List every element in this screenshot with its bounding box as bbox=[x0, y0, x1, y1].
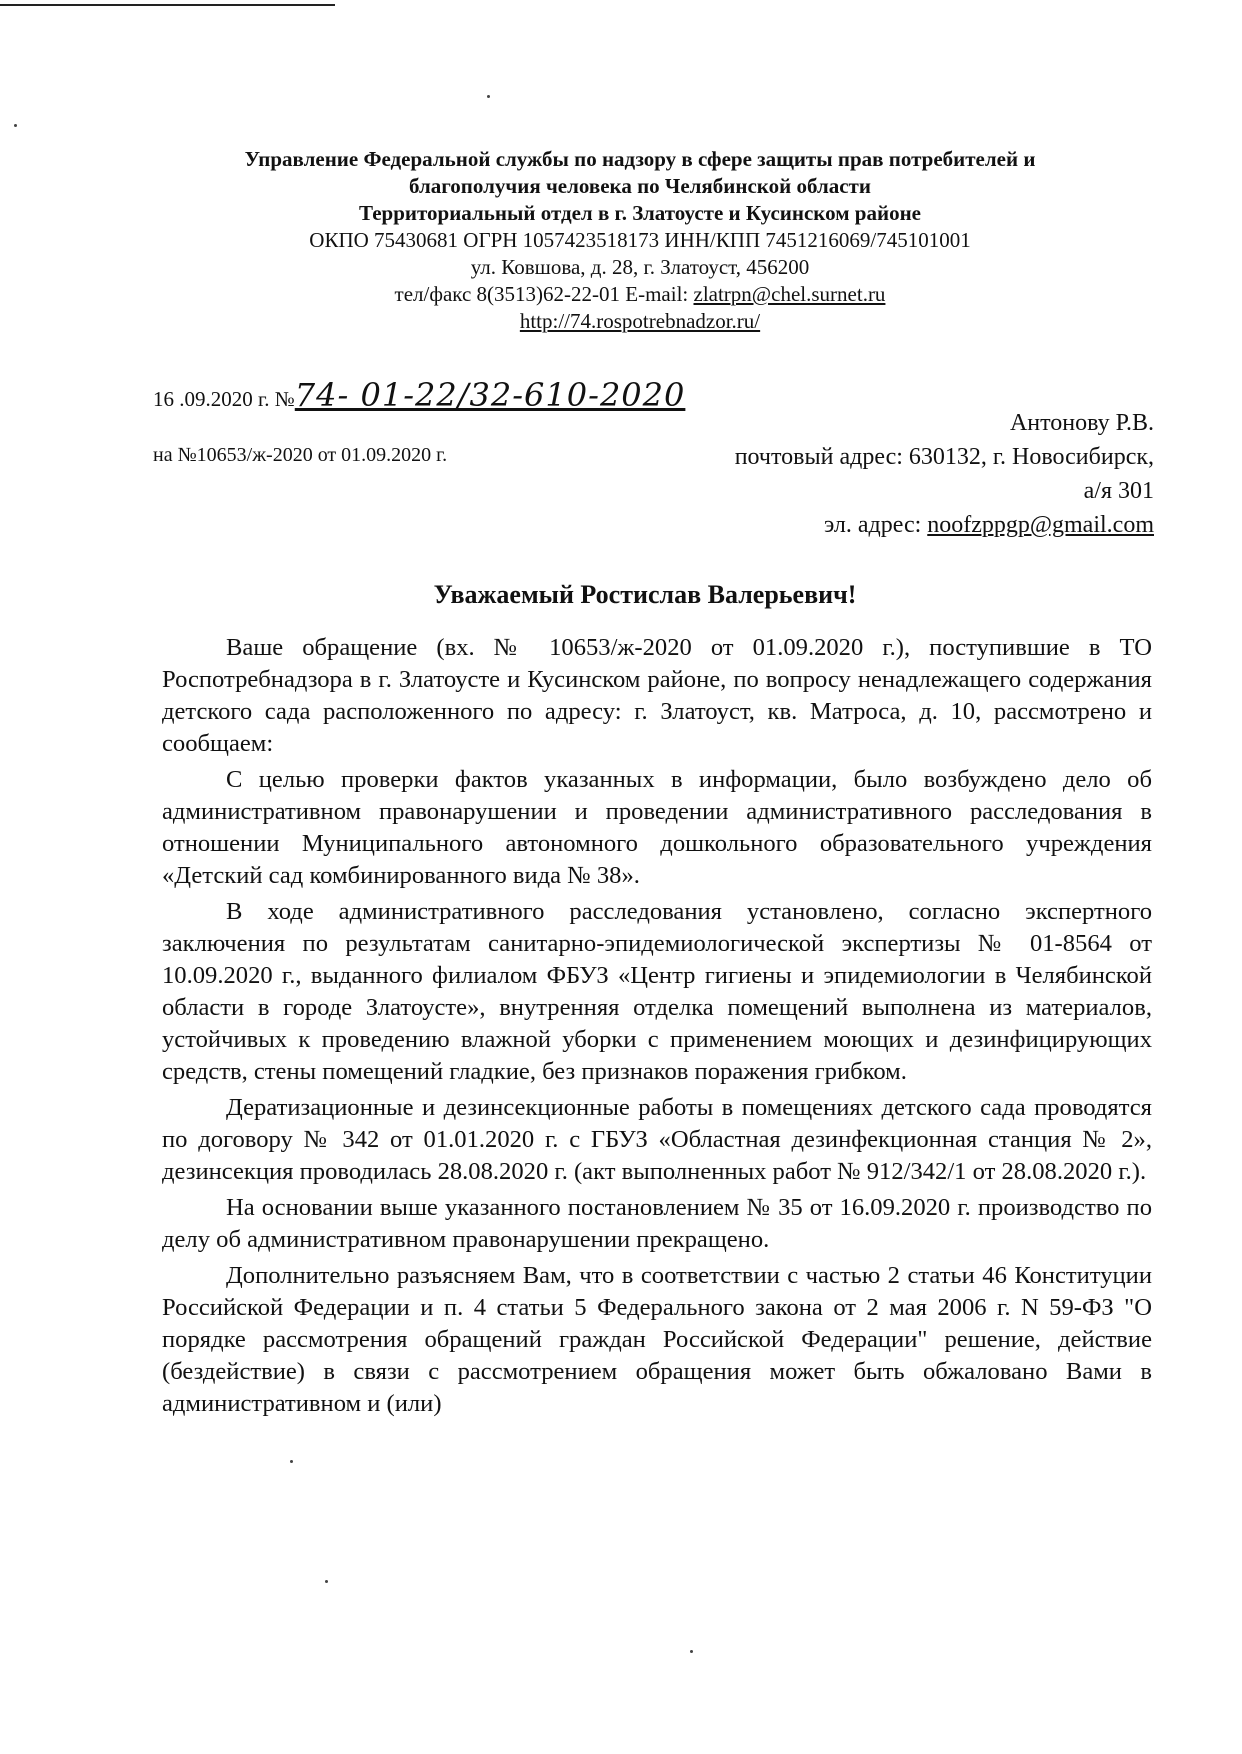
body-paragraph: Ваше обращение (вх. № 10653/ж-2020 от 01.09.2020 г.), поступившие в ТО Роспотребнадзора в г. Златоусте и Кусинском районе, по вопросу ненадлежащего содержания детского сада расположенного по адресу: г. Златоуст, кв. Матроса, д. 10, рассмотрено и сообщаем: bbox=[162, 634, 1152, 757]
letterhead-email-link[interactable]: zlatrpn@chel.surnet.ru bbox=[693, 282, 886, 306]
body-paragraph: Дератизационные и дезинсекционные работы в помещениях детского сада проводятся по договору № 342 от 01.01.2020 г. с ГБУЗ «Областная дезинфекционная станция № 2», дезинсекция проводилась 28.08.2020 г. (акт выполненных работ № 912/342/1 от 28.08.2020 г.). bbox=[162, 1094, 1152, 1185]
scan-speck bbox=[14, 124, 17, 127]
body-paragraph: Дополнительно разъясняем Вам, что в соответствии с частью 2 статьи 46 Конституции Российской Федерации и п. 4 статьи 5 Федерального закона от 2 мая 2006 г. N 59-ФЗ "О порядке рассмотрения обращений граждан Российской Федерации" решение, действие (бездействие) в связи с рассмотрением обращения может быть обжаловано Вами в административном и (или) bbox=[162, 1262, 1152, 1417]
body-paragraph: В ходе административного расследования установлено, согласно экспертного заключения по результатам санитарно-эпидемиологической экспертизы № 01-8564 от 10.09.2020 г., выданного филиалом ФБУЗ «Центр гигиены и эпидемиологии в Челябинской области в городе Златоусте», внутренняя отделка помещений выполнена из материалов, устойчивых к проведению влажной уборки с применением моющих и дезинфицирующих средств, стены помещений гладкие, без признаков поражения грибком. bbox=[162, 898, 1152, 1085]
addressee-block bbox=[594, 406, 1154, 542]
scan-speck bbox=[690, 1650, 693, 1653]
scan-speck bbox=[290, 1460, 293, 1463]
outgoing-date: 16 .09.2020 г. № bbox=[153, 387, 295, 411]
addressee-name: Антонову Р.В. bbox=[1009, 410, 1154, 436]
letterhead-phone: тел/факс 8(3513)62-22-01 E-mail: bbox=[394, 282, 694, 306]
scan-top-line bbox=[0, 4, 335, 6]
letterhead-org-line-2: благополучия человека по Челябинской области bbox=[409, 174, 871, 198]
addressee-email-line bbox=[594, 508, 1154, 542]
letterhead-street-address: ул. Ковшова, д. 28, г. Златоуст, 456200 bbox=[470, 255, 810, 279]
letterhead-registration-codes: ОКПО 75430681 ОГРН 1057423518173 ИНН/КПП 7451216069/745101001 bbox=[309, 228, 971, 252]
salutation: Уважаемый Ростислав Валерьевич! bbox=[433, 580, 857, 609]
letterhead-org-line-1: Управление Федеральной службы по надзору в сфере защиты прав потребителей и bbox=[244, 147, 1036, 171]
outgoing-number-handwritten: 74- 01-22/32-610-2020 bbox=[294, 376, 686, 414]
addressee-email-link[interactable]: noofzppgp@gmail.com bbox=[927, 512, 1154, 538]
body-paragraph: На основании выше указанного постановлением № 35 от 16.09.2020 г. производство по делу об административном правонарушении прекращено. bbox=[162, 1194, 1152, 1253]
addressee-email-label: эл. адрес: bbox=[823, 512, 928, 538]
scan-speck bbox=[325, 1580, 328, 1583]
letter-body bbox=[162, 632, 1152, 1424]
letterhead-department: Территориальный отдел в г. Златоусте и Кусинском районе bbox=[359, 201, 921, 225]
addressee-postal-address: почтовый адрес: 630132, г. Новосибирск, bbox=[734, 444, 1154, 470]
body-paragraph: С целью проверки фактов указанных в информации, было возбуждено дело об административном правонарушении и проведении административного расследования в отношении Муниципального автономного дошкольного образовательного учреждения «Детский сад комбинированного вида № 38». bbox=[162, 766, 1152, 889]
letterhead-website-link[interactable]: http://74.rospotrebnadzor.ru/ bbox=[519, 309, 761, 333]
scan-speck bbox=[487, 95, 490, 98]
reply-reference: на №10653/ж-2020 от 01.09.2020 г. bbox=[153, 444, 448, 466]
letterhead bbox=[150, 146, 1130, 335]
addressee-po-box: а/я 301 bbox=[1083, 478, 1154, 504]
letterhead-contacts bbox=[150, 281, 1130, 308]
